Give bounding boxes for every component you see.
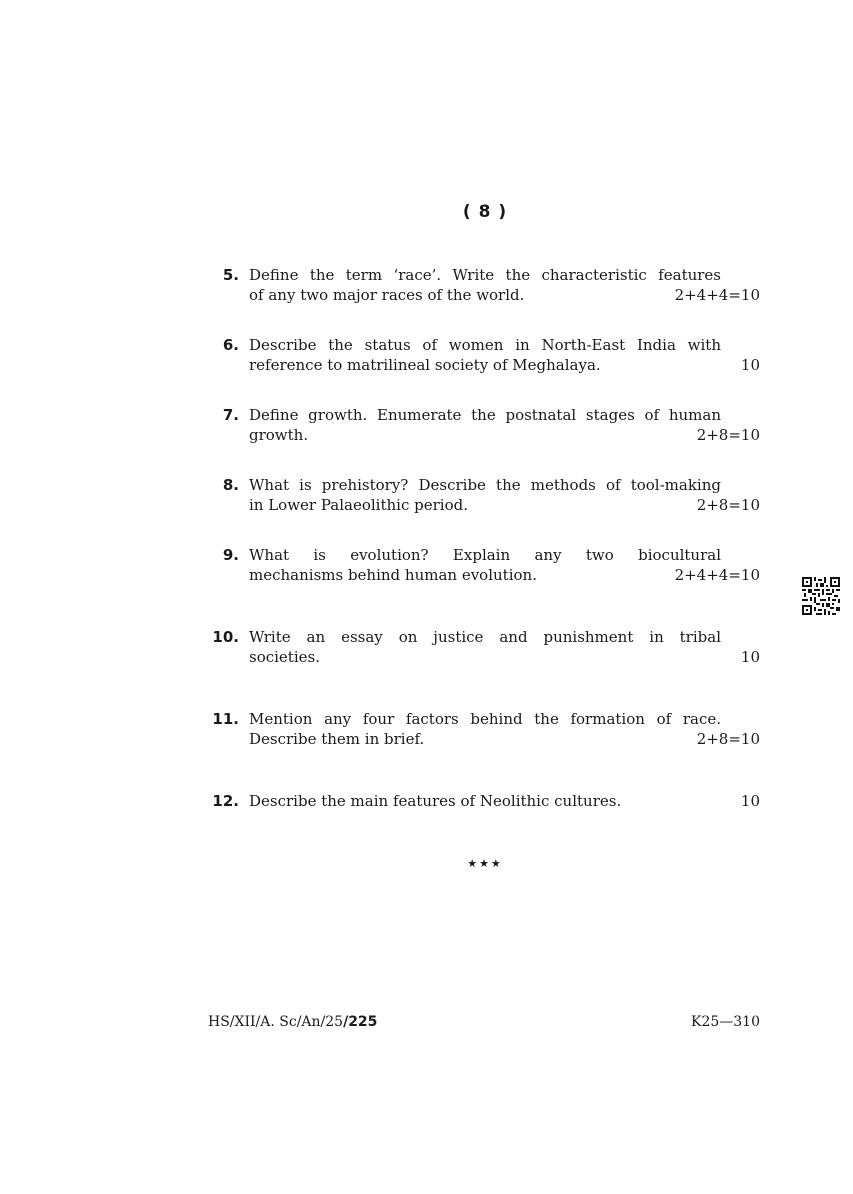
question-text-line2: of any two major races of the world. bbox=[249, 286, 525, 304]
question-marks: 2+8=10 bbox=[696, 730, 760, 748]
question-text-line1: Define growth. Enumerate the postnatal stages of human bbox=[249, 406, 721, 424]
question-number: 7. bbox=[222, 406, 239, 424]
question-number: 10. bbox=[212, 628, 239, 646]
qr-code-icon bbox=[802, 577, 840, 615]
question-number: 5. bbox=[222, 266, 239, 284]
question-number: 12. bbox=[212, 792, 239, 810]
question-number: 6. bbox=[222, 336, 239, 354]
paper-code-prefix: HS/XII/A. Sc/An/25 bbox=[208, 1014, 344, 1030]
question-number: 8. bbox=[222, 476, 239, 494]
question-text-line2: Describe them in brief. bbox=[249, 730, 425, 748]
question-text-line2: in Lower Palaeolithic period. bbox=[249, 496, 468, 514]
question-marks: 10 bbox=[740, 648, 760, 666]
question-text-line1: What is prehistory? Describe the methods of tool-making bbox=[249, 476, 721, 494]
question-text-line1: Define the term ‘race’. Write the characteristic features bbox=[249, 266, 721, 284]
paper-code bbox=[208, 1014, 377, 1030]
question-marks: 10 bbox=[740, 792, 760, 810]
question-text-line2: reference to matrilineal society of Meghalaya. bbox=[249, 356, 601, 374]
end-marker: ★★★ bbox=[467, 857, 503, 870]
question-marks: 2+4+4=10 bbox=[674, 286, 760, 304]
question-marks: 2+8=10 bbox=[696, 426, 760, 444]
question-text-line2: societies. bbox=[249, 648, 320, 666]
question-text-line2: growth. bbox=[249, 426, 309, 444]
question-number: 11. bbox=[212, 710, 239, 728]
question-number: 9. bbox=[222, 546, 239, 564]
question-marks: 10 bbox=[740, 356, 760, 374]
serial-number: K25—310 bbox=[691, 1014, 760, 1030]
question-marks: 2+8=10 bbox=[696, 496, 760, 514]
question-text-line1: Describe the status of women in North-East India with bbox=[249, 336, 721, 354]
question-text-line1: Mention any four factors behind the formation of race. bbox=[249, 710, 721, 728]
question-text-line1: Describe the main features of Neolithic cultures. bbox=[249, 792, 622, 810]
question-text-line2: mechanisms behind human evolution. bbox=[249, 566, 537, 584]
page-number: ( 8 ) bbox=[462, 202, 508, 222]
question-marks: 2+4+4=10 bbox=[674, 566, 760, 584]
paper-code-suffix: /225 bbox=[343, 1014, 378, 1030]
question-text-line1: Write an essay on justice and punishment in tribal bbox=[249, 628, 721, 646]
question-text-line1: What is evolution? Explain any two biocultural bbox=[249, 546, 721, 564]
